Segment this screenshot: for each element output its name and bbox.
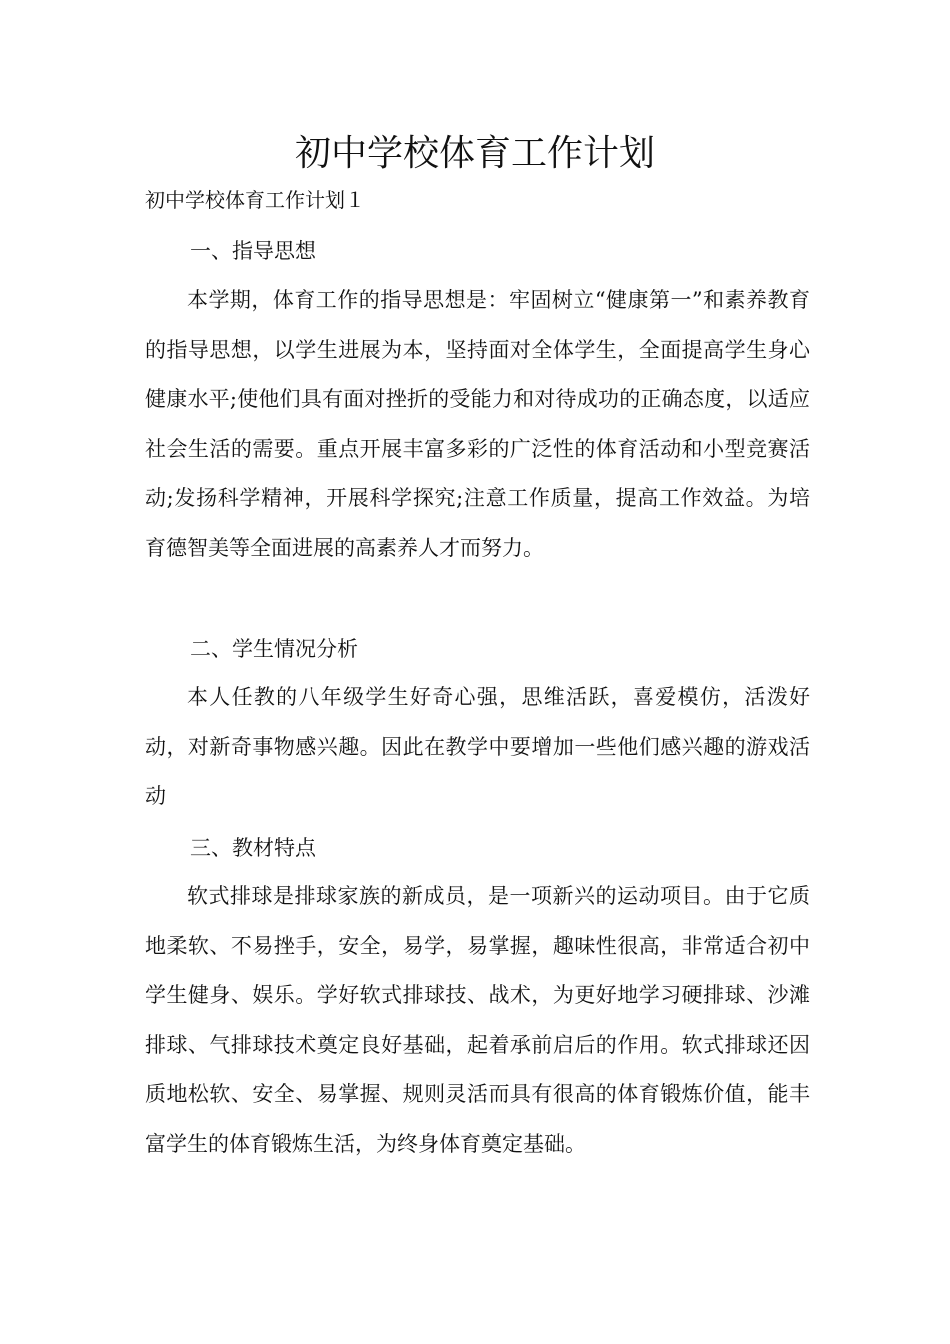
section-paragraph-material-features: 软式排球是排球家族的新成员，是一项新兴的运动项目。由于它质地柔软、不易挫手，安全，易学，易掌握，趣味性很高，非常适合初中学生健身、娱乐。学好软式排球技、战术，为更好地学习硬排球、沙滩排球、气排球技术奠定良好基础，起着承前启后的作用。软式排球还因质地松软、安全、易掌握、规则灵活而具有很高的体育锻炼价值，能丰富学生的体育锻炼生活，为终身体育奠定基础。 (145, 884, 810, 1156)
section-heading-guiding-thought: 一、指导思想 (190, 239, 316, 263)
section-paragraph-guiding-thought: 本学期，体育工作的指导思想是：牢固树立“健康第一”和素养教育的指导思想，以学生进展为本，坚持面对全体学生，全面提高学生身心健康水平;使他们具有面对挫折的受能力和对待成功的正确态度，以适应社会生活的需要。重点开展丰富多彩的广泛性的体育活动和小型竞赛活动;发扬科学精神，开展科学探究;注意工作质量，提高工作效益。为培育德智美等全面进展的高素养人才而努力。 (145, 288, 810, 560)
document-title: 初中学校体育工作计划 (294, 133, 655, 174)
section-heading-student-analysis: 二、学生情况分析 (190, 637, 358, 661)
section-heading-material-features: 三、教材特点 (190, 836, 316, 860)
section-paragraph-student-analysis: 本人任教的八年级学生好奇心强，思维活跃，喜爱模仿，活泼好动，对新奇事物感兴趣。因此在教学中要增加一些他们感兴趣的游戏活动 (145, 685, 810, 808)
document-subtitle: 初中学校体育工作计划１ (145, 188, 365, 212)
